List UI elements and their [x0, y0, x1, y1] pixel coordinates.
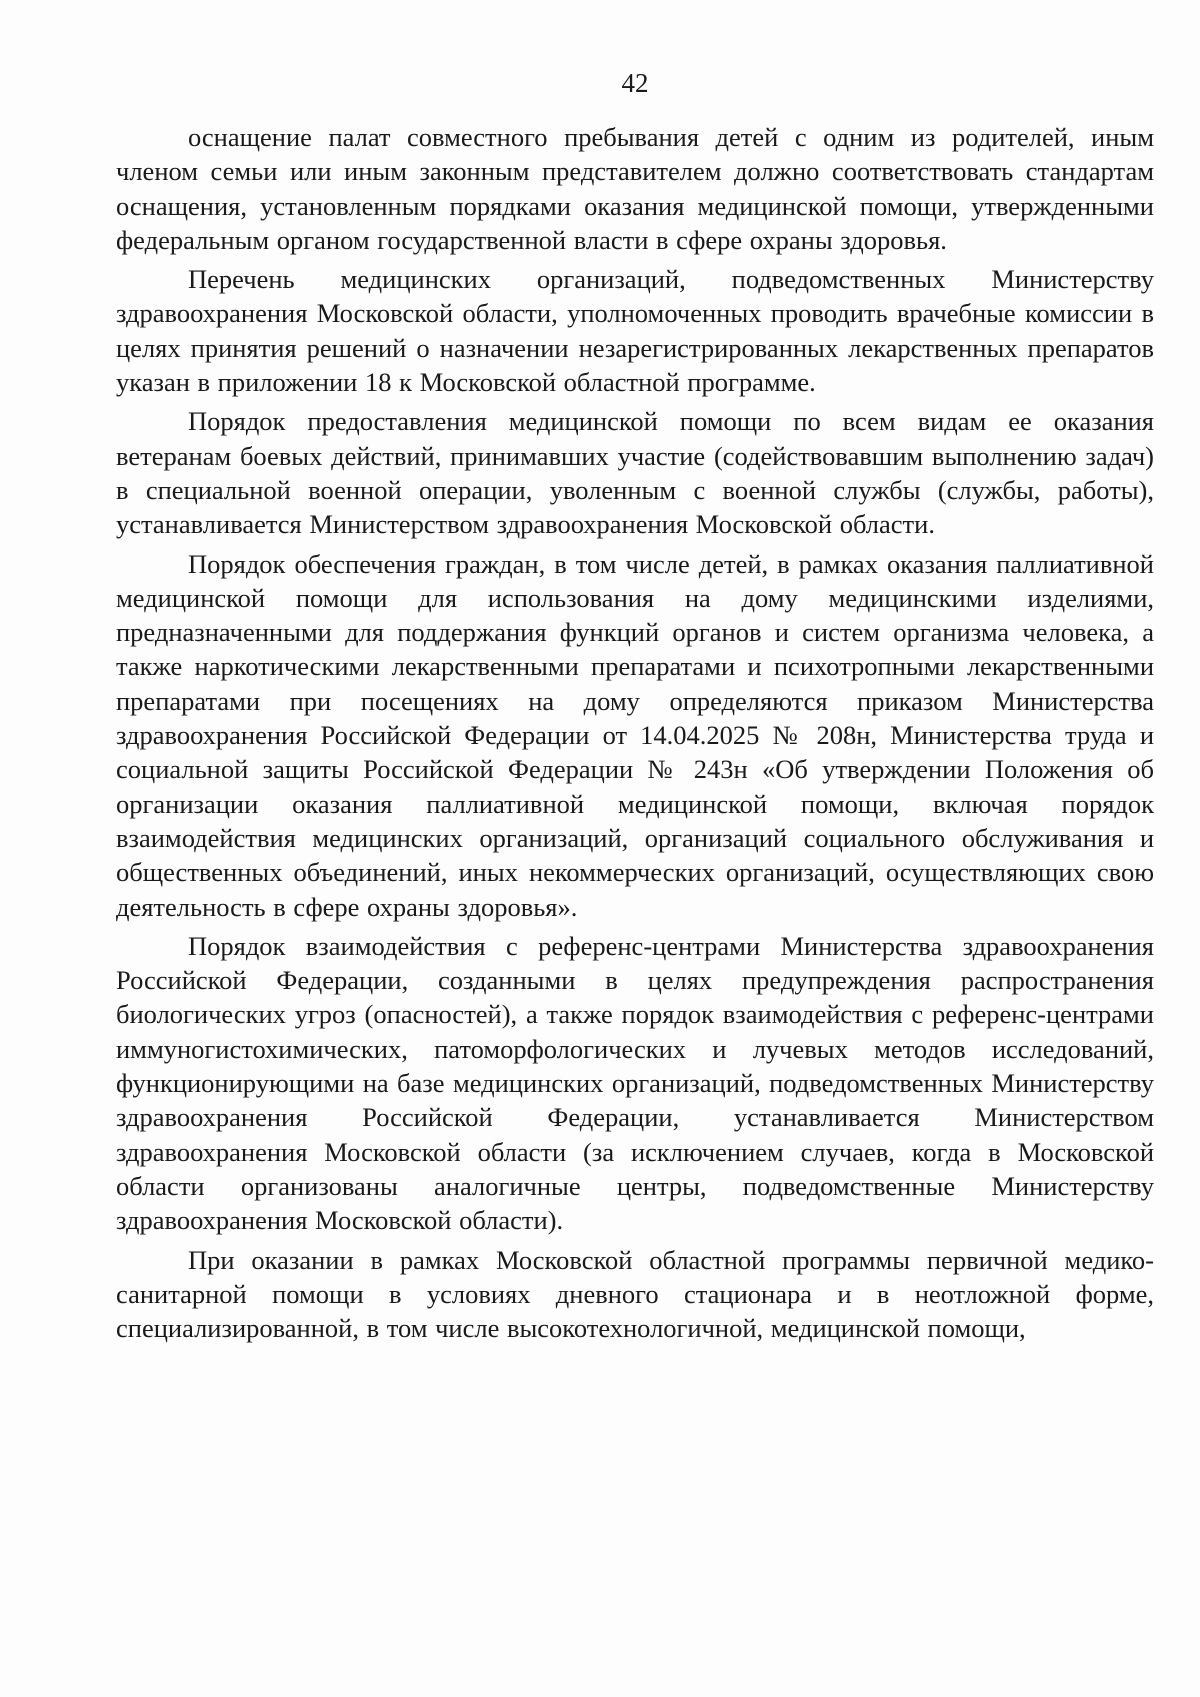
paragraph-program-care: При оказании в рамках Московской областной программы первичной медико-санитарной помощи в условиях дневного стационара и в неотложной форме, специализированной, в том числе высокотехнологичной, медицинской помощи,	[116, 1244, 1154, 1344]
document-body	[116, 120, 1154, 1350]
paragraph-medical-commissions: Перечень медицинских организаций, подведомственных Министерству здравоохранения Московской области, уполномоченных проводить врачебные комиссии в целях принятия решений о назначении незарегистрированных лекарственных препаратов указан в приложении 18 к Московской областной программе.	[116, 264, 1154, 398]
paragraph-palliative-care: Порядок обеспечения граждан, в том числе детей, в рамках оказания паллиативной медицинской помощи для использования на дому медицинскими изделиями, предназначенными для поддержания функций органов и систем организма человека, а также наркотическими лекарственными препаратами и психотропными лекарственными препаратами при посещениях на дому определяются приказом Министерства здравоохранения Российской Федерации от 14.04.2025 № 208н, Министерства труда и социальной защиты Российской Федерации № 243н «Об утверждении Положения об организации оказания паллиативной медицинской помощи, включая порядок взаимодействия медицинских организаций, организаций социального обслуживания и общественных объединений, иных некоммерческих организаций, осуществляющих свою деятельность в сфере охраны здоровья».	[116, 548, 1154, 922]
paragraph-veterans-care: Порядок предоставления медицинской помощи по всем видам ее оказания ветеранам боевых действий, принимавших участие (содействовавшим выполнению задач) в специальной военной операции, уволенным с военной службы (службы, работы), устанавливается Министерством здравоохранения Московской области.	[116, 406, 1154, 540]
paragraph-reference-centers: Порядок взаимодействия с референс-центрами Министерства здравоохранения Российской Федерации, созданными в целях предупреждения распространения биологических угроз (опасностей), а также порядок взаимодействия с референс-центрами иммуногистохимических, патоморфологических и лучевых методов исследований, функционирующими на базе медицинских организаций, подведомственных Министерству здравоохранения Российской Федерации, устанавливается Министерством здравоохранения Московской области (за исключением случаев, когда в Московской области организованы аналогичные центры, подведомственные Министерству здравоохранения Московской области).	[116, 930, 1154, 1236]
page-number: 42	[621, 68, 649, 98]
paragraph-ward-equipment: оснащение палат совместного пребывания детей с одним из родителей, иным членом семьи или иным законным представителем должно соответствовать стандартам оснащения, установленным порядками оказания медицинской помощи, утвержденными федеральным органом государственной власти в сфере охраны здоровья.	[116, 122, 1154, 255]
